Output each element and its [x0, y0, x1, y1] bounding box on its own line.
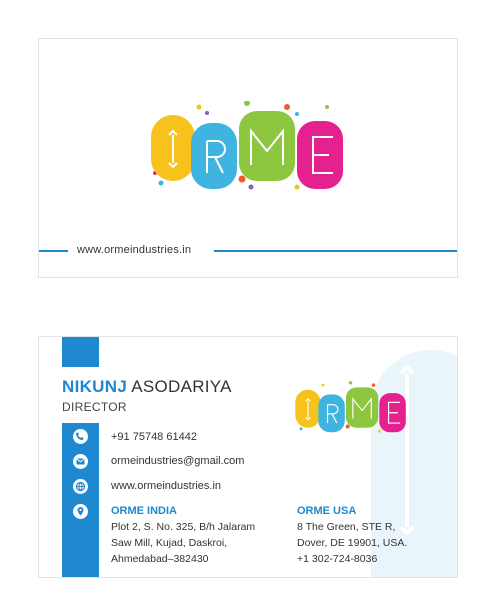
- usa-office-heading: ORME USA: [297, 505, 357, 517]
- first-name: NIKUNJ: [62, 377, 128, 396]
- india-office-heading: ORME INDIA: [111, 505, 177, 517]
- globe-icon: [73, 479, 88, 494]
- phone-icon: [73, 429, 88, 444]
- accent-strip: [62, 423, 99, 578]
- email-address: ormeindustries@gmail.com: [111, 455, 245, 467]
- business-card-front: [38, 38, 458, 278]
- last-name: ASODARIYA: [131, 377, 232, 396]
- email-icon: [73, 454, 88, 469]
- india-address-line: Plot 2, S. No. 325, B/h Jalaram: [111, 521, 256, 533]
- usa-phone: +1 302-724-8036: [297, 553, 378, 565]
- india-address-line: Ahmedabad–382430: [111, 553, 209, 565]
- accent-tab: [62, 337, 99, 367]
- job-title: DIRECTOR: [62, 400, 127, 414]
- india-address-line: Saw Mill, Kujad, Daskroi,: [111, 537, 228, 549]
- front-website: www.ormeindustries.in: [77, 244, 192, 256]
- orme-logo: [147, 101, 352, 196]
- person-name: [62, 377, 232, 397]
- usa-address-line: Dover, DE 19901, USA.: [297, 537, 408, 549]
- business-card-back: [38, 336, 458, 578]
- orme-logo-small: [293, 381, 411, 437]
- website-address: www.ormeindustries.in: [111, 480, 222, 492]
- location-icon: [73, 504, 88, 519]
- usa-address-line: 8 The Green, STE R,: [297, 521, 396, 533]
- phone-number: +91 75748 61442: [111, 431, 197, 443]
